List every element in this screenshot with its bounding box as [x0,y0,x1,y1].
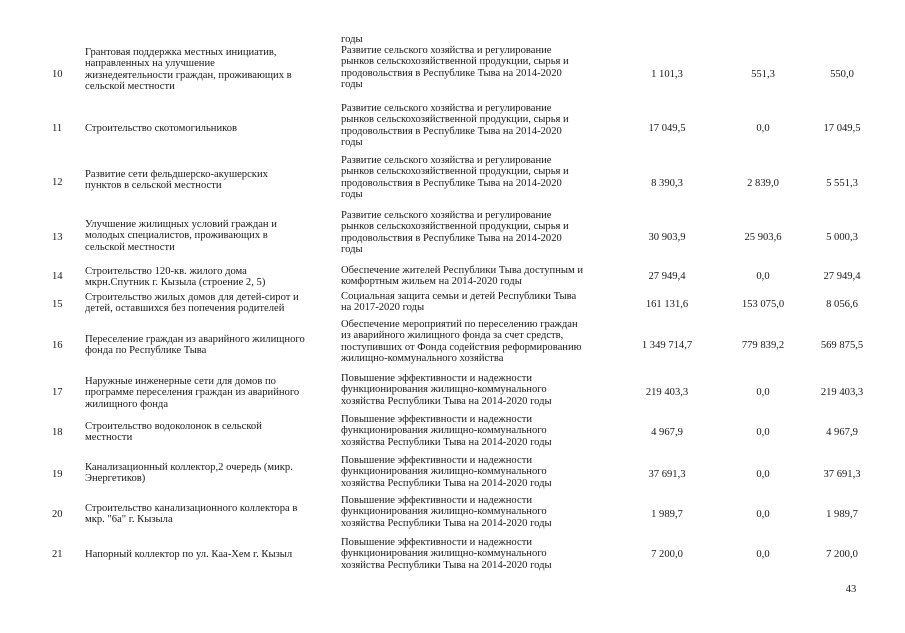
value-column-3: 8 056,6 [826,299,858,310]
value-column-3: 219 403,3 [820,387,864,398]
value-column-3: 569 875,5 [820,340,864,351]
value-total: 1 989,7 [651,509,683,520]
value-column-2: 0,0 [756,387,770,398]
program-name: Повышение эффективности и надежности функционирования жилищно-коммунального хозяйства Республики Тыва на 2014-2020 годы [341,495,552,529]
value-total: 27 949,4 [648,271,686,282]
event-name: Напорный коллектор по ул. Каа-Хем г. Кызыл [85,549,293,560]
value-column-3: 1 989,7 [826,509,858,520]
row-number: 18 [52,427,63,438]
program-name: Повышение эффективности и надежности функционирования жилищно-коммунального хозяйства Республики Тыва на 2014-2020 годы [341,373,552,407]
value-total: 4 967,9 [651,427,683,438]
event-name: Строительство 120-кв. жилого дома мкрн.Спутник г. Кызыла (строение 2, 5) [85,266,266,289]
program-name: Развитие сельского хозяйства и регулирование рынков сельскохозяйственной продукции, сырья и продовольствия в Республике Тыва на 2014-2020 годы [341,103,569,149]
value-column-2: 0,0 [756,427,770,438]
value-total: 8 390,3 [651,178,683,189]
program-name: Обеспечение жителей Республики Тыва доступным и комфортным жильем на 2014-2020 годы [341,265,584,288]
row-number: 20 [52,509,63,520]
event-name: Строительство канализационного коллектора в мкр. "6а" г. Кызыла [85,503,298,526]
value-total: 219 403,3 [645,387,689,398]
row-number: 15 [52,299,63,310]
program-name: Повышение эффективности и надежности функционирования жилищно-коммунального хозяйства Республики Тыва на 2014-2020 годы [341,455,552,489]
program-name: Развитие сельского хозяйства и регулирование рынков сельскохозяйственной продукции, сырья и продовольствия в Республике Тыва на 2014-2020 годы [341,45,569,91]
value-column-3: 5 551,3 [826,178,858,189]
event-name: Переселение граждан из аварийного жилищного фонда по Республике Тыва [85,334,305,357]
value-column-2: 0,0 [756,549,770,560]
value-total: 1 349 714,7 [641,340,693,351]
value-column-2: 0,0 [756,271,770,282]
program-name: Обеспечение мероприятий по переселению граждан из аварийного жилищного фонда за счет средств, поступивших от Фонда содействия реформированию жилищно-коммунального хозяйства [341,319,582,365]
value-column-3: 4 967,9 [826,427,858,438]
value-column-3: 27 949,4 [823,271,861,282]
value-total: 161 131,6 [645,299,689,310]
row-number: 10 [52,69,63,80]
row-number: 19 [52,469,63,480]
value-column-2: 153 075,0 [741,299,785,310]
value-total: 7 200,0 [651,549,683,560]
row-number: 17 [52,387,63,398]
event-name: Развитие сети фельдшерско-акушерских пунктов в сельской местности [85,169,268,192]
value-column-2: 551,3 [751,69,775,80]
event-name: Грантовая поддержка местных инициатив, направленных на улучшение жизнедеятельности граждан, проживающих в сельской местности [85,47,292,93]
event-name: Строительство водоколонок в сельской местности [85,421,262,444]
value-column-2: 0,0 [756,469,770,480]
row-number: 13 [52,232,63,243]
row-number: 11 [52,123,63,134]
row-number: 12 [52,177,63,188]
event-name: Строительство скотомогильников [85,123,238,134]
event-name: Строительство жилых домов для детей-сирот и детей, оставшихся без попечения родителей [85,292,299,315]
program-name: Повышение эффективности и надежности функционирования жилищно-коммунального хозяйства Республики Тыва на 2014-2020 годы [341,414,552,448]
value-column-2: 0,0 [756,123,770,134]
value-column-3: 37 691,3 [823,469,861,480]
program-name: Развитие сельского хозяйства и регулирование рынков сельскохозяйственной продукции, сырья и продовольствия в Республике Тыва на 2014-2020 годы [341,210,569,256]
value-column-3: 7 200,0 [826,549,858,560]
value-column-2: 779 839,2 [741,340,785,351]
value-column-2: 2 839,0 [747,178,779,189]
value-column-3: 5 000,3 [826,232,858,243]
value-total: 30 903,9 [648,232,686,243]
event-name: Канализационный коллектор,2 очередь (микр. Энергетиков) [85,462,293,485]
program-name: Повышение эффективности и надежности функционирования жилищно-коммунального хозяйства Республики Тыва на 2014-2020 годы [341,537,552,571]
row-number: 14 [52,271,63,282]
value-total: 17 049,5 [648,123,686,134]
page-number: 43 [845,584,857,595]
value-column-2: 0,0 [756,509,770,520]
value-total: 37 691,3 [648,469,686,480]
value-total: 1 101,3 [651,69,683,80]
event-name: Улучшение жилищных условий граждан и молодых специалистов, проживающих в сельской местности [85,219,277,253]
value-column-3: 550,0 [830,69,854,80]
value-column-3: 17 049,5 [823,123,861,134]
event-name: Наружные инженерные сети для домов по программе переселения граждан из аварийного жилищного фонда [85,376,300,410]
continuation-text: годы [341,34,363,45]
row-number: 21 [52,549,63,560]
row-number: 16 [52,340,63,351]
program-name: Социальная защита семьи и детей Республики Тыва на 2017-2020 годы [341,291,577,314]
value-column-2: 25 903,6 [744,232,782,243]
program-name: Развитие сельского хозяйства и регулирование рынков сельскохозяйственной продукции, сырья и продовольствия в Республике Тыва на 2014-2020 годы [341,155,569,201]
